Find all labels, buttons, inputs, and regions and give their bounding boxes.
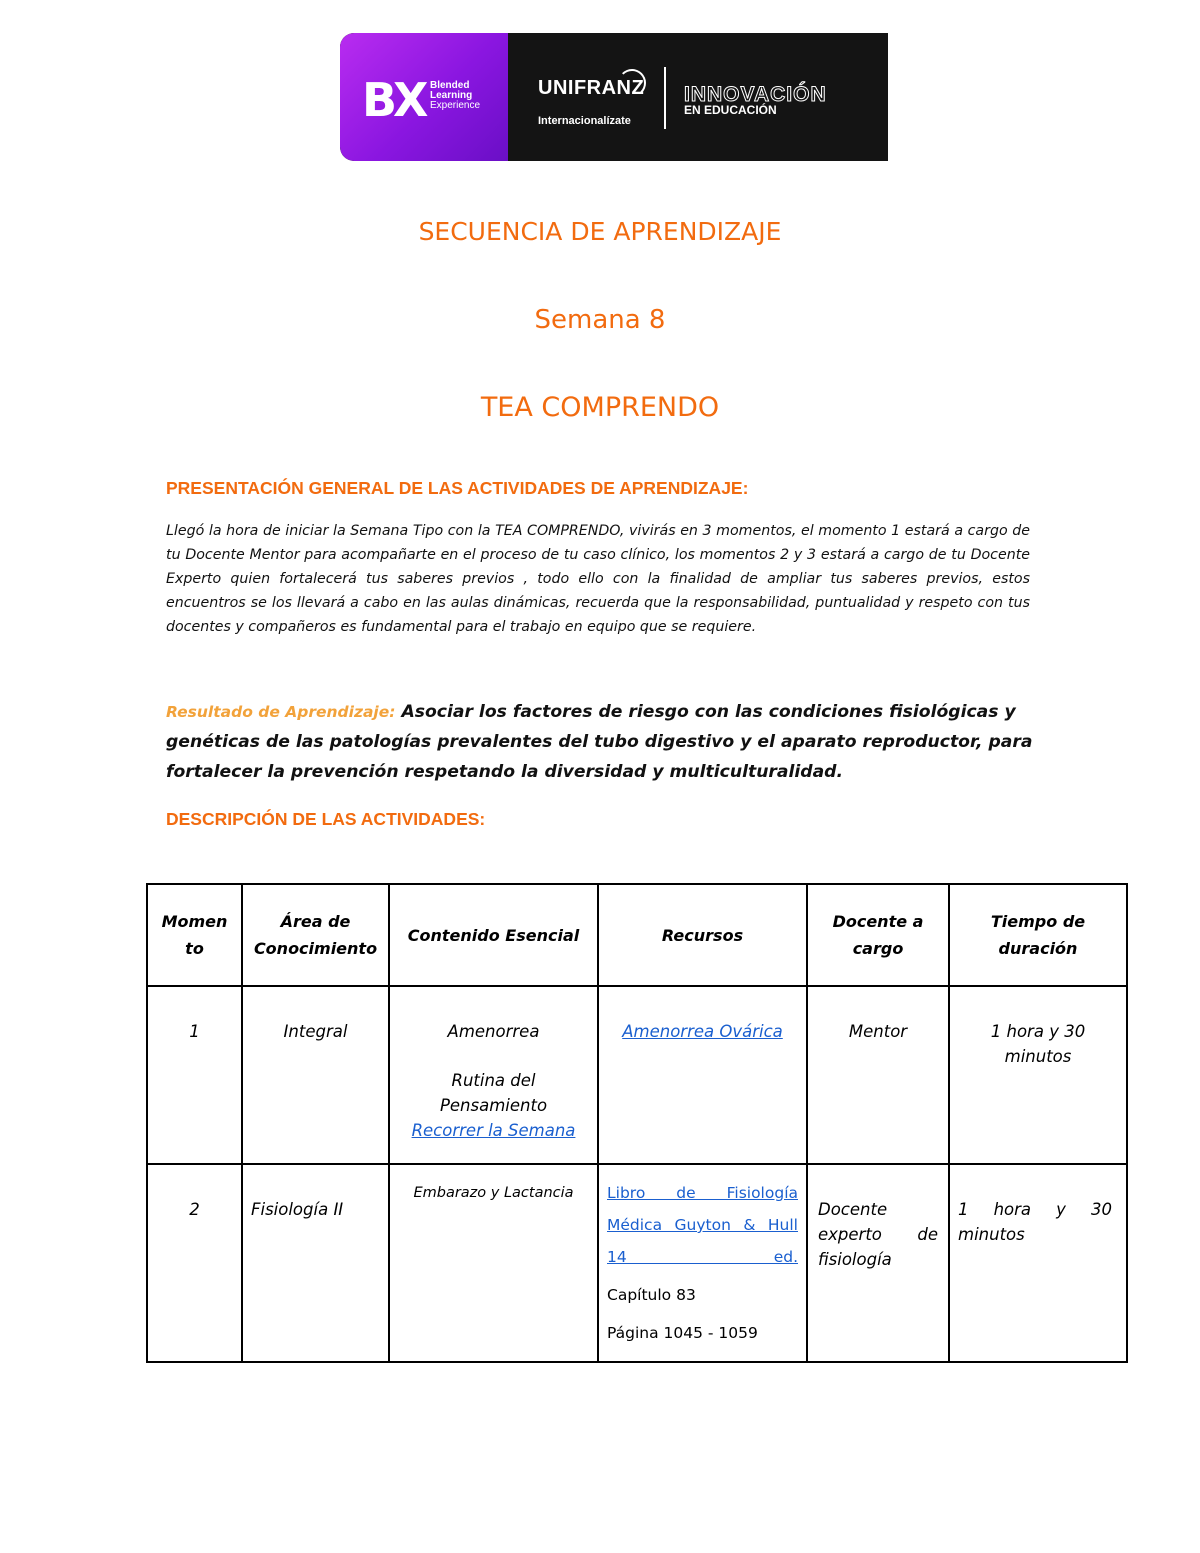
- bx-logo-mark: BX: [362, 73, 425, 127]
- resultado-label: Resultado de Aprendizaje:: [166, 703, 396, 721]
- unifranz-logo: UNIFRANZ: [538, 77, 645, 99]
- cell-momento: 2: [147, 1164, 242, 1362]
- recorrer-semana-link[interactable]: Recorrer la Semana: [411, 1121, 576, 1140]
- cell-docente: Docente experto de fisiología: [807, 1164, 949, 1362]
- recurso-pagina: Página 1045 - 1059: [607, 1324, 758, 1342]
- cell-contenido: Embarazo y Lactancia: [389, 1164, 598, 1362]
- cell-recursos: [598, 986, 807, 1164]
- week-title: Semana 8: [534, 305, 666, 335]
- contenido-amenorrea: Amenorrea: [447, 1022, 540, 1041]
- unifranz-arc-icon: [618, 69, 646, 97]
- bx-logo-panel: [340, 33, 508, 161]
- bx-line-2: Learning: [430, 90, 473, 101]
- table-header-row: [147, 884, 1127, 986]
- header-recursos: Recursos: [598, 884, 807, 986]
- cell-contenido: [389, 986, 598, 1164]
- header-tiempo: Tiempo de duración: [949, 884, 1127, 986]
- header-momento: Momen to: [147, 884, 242, 986]
- main-title: SECUENCIA DE APRENDIZAJE: [418, 217, 782, 246]
- cell-tiempo: 1 hora y 30 minutos: [949, 1164, 1127, 1362]
- cell-area: Fisiología II: [242, 1164, 389, 1362]
- libro-guyton-link[interactable]: Libro de Fisiología Médica Guyton & Hull 14 ed.: [607, 1184, 798, 1266]
- header-docente: Docente a cargo: [807, 884, 949, 986]
- cell-tiempo: 1 hora y 30 minutos: [949, 986, 1127, 1164]
- bx-line-3: Experience: [430, 100, 481, 111]
- header-area: Área de Conocimiento: [242, 884, 389, 986]
- resultado-aprendizaje: [166, 697, 1036, 787]
- recurso-capitulo: Capítulo 83: [607, 1286, 696, 1304]
- amenorrea-ovarica-link[interactable]: Amenorrea Ovárica: [622, 1022, 783, 1041]
- tea-title: TEA COMPRENDO: [480, 392, 720, 423]
- innovacion-logo: INNOVACIÓN: [684, 83, 827, 106]
- presentacion-heading: PRESENTACIÓN GENERAL DE LAS ACTIVIDADES DE APRENDIZAJE:: [166, 478, 749, 498]
- cell-docente: Mentor: [807, 986, 949, 1164]
- header-banner: [340, 33, 888, 161]
- table-row: [147, 986, 1127, 1164]
- activities-table: [146, 883, 1128, 1363]
- banner-divider: [664, 67, 666, 129]
- bx-logo-text: [430, 81, 480, 111]
- en-educacion-text: EN EDUCACIÓN: [684, 103, 777, 117]
- bx-line-1: Blended: [430, 80, 470, 91]
- internacionalizate-tagline: Internacionalízate: [538, 115, 631, 127]
- presentacion-text: Llegó la hora de iniciar la Semana Tipo con la TEA COMPRENDO, vivirás en 3 momentos, el momento 1 estará a cargo de tu Docente Mentor para acompañarte en el proceso de tu caso clínico, los momentos 2 y 3 estará a cargo de tu Docente Experto quien fortalecerá tus saberes previos , todo ello con la finalidad de ampliar tus saberes previos, estos encuentros se los llevará a cabo en las aulas dinámicas, recuerda que la responsabilidad, puntualidad y respeto con tus docentes y compañeros es fundamental para el trabajo en equipo que se requiere.: [166, 523, 1030, 635]
- cell-momento: 1: [147, 986, 242, 1164]
- cell-recursos: [598, 1164, 807, 1362]
- header-contenido: Contenido Esencial: [389, 884, 598, 986]
- cell-area: Integral: [242, 986, 389, 1164]
- descripcion-heading: DESCRIPCIÓN DE LAS ACTIVIDADES:: [166, 809, 486, 829]
- contenido-rutina: Rutina del Pensamiento: [439, 1071, 548, 1115]
- table-row: [147, 1164, 1127, 1362]
- resultado-text: Asociar los factores de riesgo con las condiciones fisiológicas y genéticas de las patologías prevalentes del tubo digestivo y el aparato reproductor, para fortalecer la prevención respetando la diversidad y multiculturalidad.: [166, 702, 1033, 782]
